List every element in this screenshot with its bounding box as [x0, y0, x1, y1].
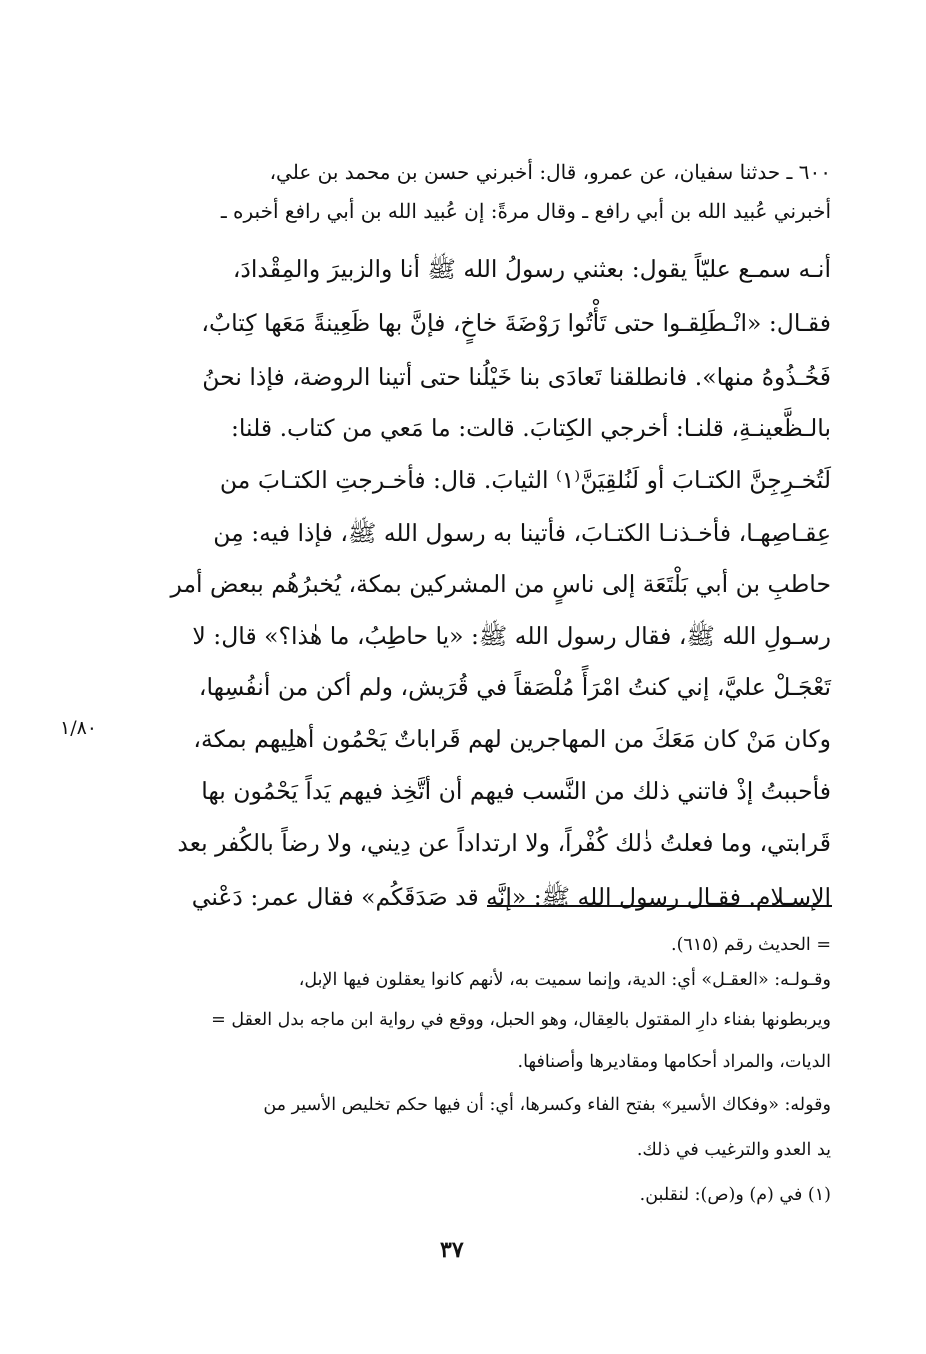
footnote-line: (١) في (م) و(ص): لنقلبن. [639, 1185, 831, 1205]
hadith-text-line: حاطبِ بن أبي بَلْتَعَة إلى ناسٍ من المشركين بمكة، يُخبرُهُم ببعض أمر [170, 570, 831, 598]
hadith-text-line: أنـه سمـع عليّاً يقول: بعثني رسولُ الله ﷺ أنا والزبيرَ والمِقْدادَ، [232, 255, 831, 283]
hadith-text-line: قَرابتي، وما فعلتُ ذٰلك كُفْراً، ولا ارتداداً عن دِيني، ولا رضاً بالكُفر بعد [177, 829, 831, 857]
hadith-text-line: فأحببتُ إذْ فاتني ذلك من النَّسب فيهم أن أتَّخِذ فيهم يَداً يَحْمُون بها [201, 777, 831, 805]
hadith-text-line: عِقـاصِهـا، فأخـذنـا الكتـابَ، فأتينا به رسول الله ﷺ، فإذا فيه: مِن [213, 519, 831, 547]
hadith-text-line: فَخُـذُوهُ منها». فانطلقنا تَعادَى بنا خَيْلُنا حتى أتينا الروضة، فإذا نحنُ [202, 363, 831, 391]
hadith-text-line: بالـظَّعينـةِ، قلنـا: أخرجي الكِتابَ. قالت: ما مَعي من كتاب. قلنا: [230, 414, 831, 442]
footnote-line: وقوله: «وفكاك الأسير» بفتح الفاء وكسرها، أي: أن فيها حكم تخليص الأسير من [263, 1095, 831, 1115]
hadith-text-line: فقـال: «انْـطَلِقـوا حتى تَأْتُوا رَوْضَةَ خاخٍ، فإنَّ بها ظَعِينةً مَعَها كِتابٌ، [201, 309, 831, 337]
isnad-line: أخبرني عُبيد الله بن أبي رافع ـ وقال مرةً: إن عُبيد الله بن أبي رافع أخبره ـ [220, 199, 831, 223]
isnad-line: ٦٠٠ ـ حدثنا سفيان، عن عمرو، قال: أخبرني حسن بن محمد بن علي، [269, 160, 831, 184]
hadith-text-line: وكان مَنْ كان مَعَكَ من المهاجرين لهم قَراباتٌ يَحْمُون أهلِيهم بمكة، [193, 725, 831, 753]
footnote-separator [487, 905, 832, 907]
footnote-line: ويربطونها بفناء دارِ المقتول بالعِقال، وهو الحبل، ووقع في رواية ابن ماجه بدل العقل = [211, 1010, 831, 1030]
hadith-text-line: تَعْجَـلْ عليَّ، إني كنتُ امْرَأً مُلْصَقاً في قُرَيش، ولم أكن من أنفُسِها، [198, 673, 831, 701]
page-number: ٣٧ [440, 1237, 464, 1263]
footnote-line: وقـولـه: «العقـل» أي: الدية، وإنما سميت به، لأنهم كانوا يعقلون فيها الإبل، [298, 970, 831, 990]
hadith-text-line: رسـولِ الله ﷺ، فقال رسول الله ﷺ: «يا حاطِبُ، ما هٰذا؟» قال: لا [192, 622, 831, 650]
footnote-line: يد العدو والترغيب في ذلك. [636, 1140, 831, 1160]
hadith-text-line: لَتُخـرِجِنَّ الكتـابَ أو لَنُلقِيَنَّ⁽١⁾ الثيابَ. قال: فأخـرجتِ الكتـابَ من [219, 466, 831, 494]
footnote-line: الديات، والمراد أحكامها ومقاديرها وأصنافها. [517, 1052, 831, 1072]
margin-reference: ١/٨٠ [60, 717, 98, 739]
hadith-text-line: الإسـلام. فقـال رسول الله ﷺ: «إنَّه قد صَدَقَكُم» فقال عمر: دَعْني [191, 883, 831, 911]
footnote-line: = الحديث رقم (٦١٥). [671, 935, 831, 955]
